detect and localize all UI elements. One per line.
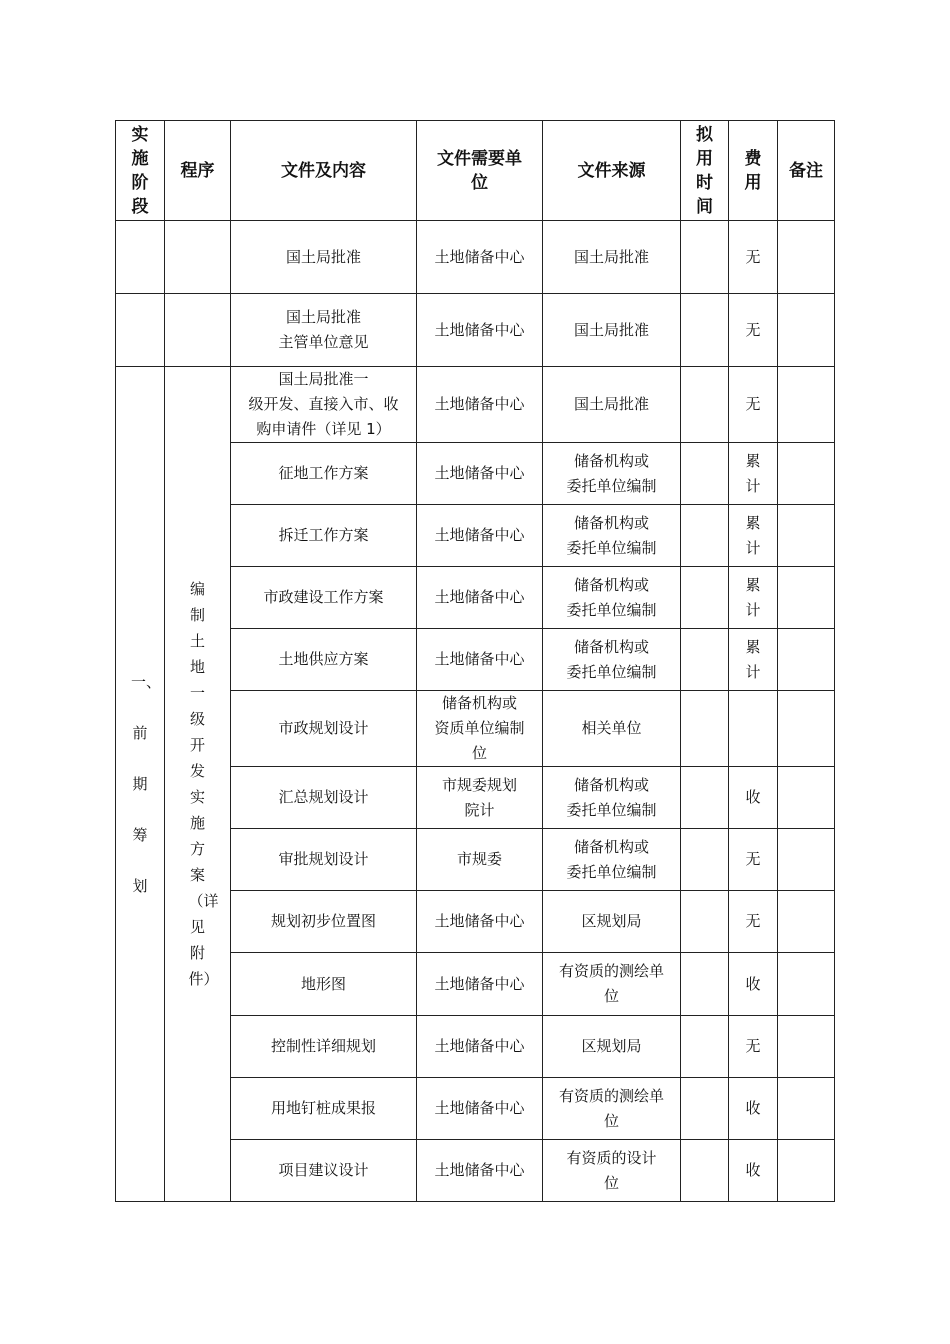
cell-line: 审批规划设计 — [278, 850, 369, 868]
note-cell — [778, 891, 835, 953]
cell-line: 院计 — [464, 800, 495, 819]
table-header-row — [116, 121, 835, 221]
file-cell — [231, 567, 417, 629]
note-cell — [778, 1140, 835, 1202]
unit-cell — [417, 505, 543, 567]
cell-line: 地形图 — [300, 974, 346, 993]
cell-line: 汇总规划设计 — [278, 788, 369, 806]
cell-line: 土地储备中心 — [434, 320, 525, 339]
cell-line: 委托单位编制 — [566, 600, 657, 619]
unit-cell — [417, 221, 543, 294]
unit-cell — [417, 443, 543, 505]
table-row — [116, 221, 835, 294]
cell-line: 委托单位编制 — [566, 862, 657, 881]
file-cell — [231, 829, 417, 891]
fee-cell — [729, 443, 778, 505]
cell-line: 市政建设工作方案 — [263, 588, 384, 606]
time-cell — [681, 691, 729, 767]
source-cell — [543, 367, 681, 443]
fee-cell — [729, 567, 778, 629]
header-time: 拟用时间 — [681, 121, 729, 221]
source-cell — [543, 567, 681, 629]
stage-cell-empty — [116, 221, 165, 294]
source-cell — [543, 505, 681, 567]
fee-value: 累计 — [745, 451, 761, 495]
file-cell — [231, 1140, 417, 1202]
source-cell — [543, 953, 681, 1016]
time-cell — [681, 294, 729, 367]
table-row — [116, 294, 835, 367]
stage-label: 一、前期筹划 — [131, 672, 162, 895]
unit-cell — [417, 829, 543, 891]
note-cell — [778, 221, 835, 294]
cell-line: 土地储备中心 — [434, 1161, 525, 1179]
time-cell — [681, 505, 729, 567]
source-cell — [543, 829, 681, 891]
fee-cell — [729, 891, 778, 953]
fee-value: 无 — [745, 912, 761, 930]
source-cell — [543, 443, 681, 505]
unit-cell — [417, 891, 543, 953]
time-cell — [681, 443, 729, 505]
source-cell — [543, 294, 681, 367]
cell-line: 土地储备中心 — [434, 395, 525, 413]
fee-value: 无 — [745, 320, 761, 339]
note-cell — [778, 691, 835, 767]
fee-value: 收 — [745, 788, 761, 806]
fee-cell — [729, 1016, 778, 1078]
note-cell — [778, 294, 835, 367]
cell-line: 有资质的设计 — [566, 1148, 657, 1167]
note-cell — [778, 443, 835, 505]
note-cell — [778, 1016, 835, 1078]
cell-line: 用地钉桩成果报 — [270, 1099, 376, 1117]
fee-value: 收 — [745, 1099, 761, 1117]
cell-line: 市规委规划 — [441, 775, 517, 794]
project-document-table — [115, 120, 835, 1202]
unit-cell — [417, 367, 543, 443]
fee-value: 累计 — [745, 637, 761, 681]
cell-line: 土地储备中心 — [434, 650, 525, 668]
fee-value: 无 — [745, 850, 761, 868]
note-cell — [778, 367, 835, 443]
time-cell — [681, 1078, 729, 1140]
note-cell — [778, 953, 835, 1016]
cell-line: 土地储备中心 — [434, 1099, 525, 1117]
cell-line: 有资质的测绘单 — [558, 1086, 664, 1105]
cell-line: 土地储备中心 — [434, 588, 525, 606]
cell-line: 位 — [603, 1173, 619, 1192]
procedure-cell — [165, 367, 231, 1202]
time-cell — [681, 891, 729, 953]
source-cell — [543, 767, 681, 829]
note-cell — [778, 567, 835, 629]
fee-cell — [729, 505, 778, 567]
fee-cell — [729, 1078, 778, 1140]
file-cell — [231, 505, 417, 567]
procedure-cell-empty — [165, 294, 231, 367]
cell-line: 土地储备中心 — [434, 247, 525, 266]
source-cell — [543, 221, 681, 294]
unit-cell — [417, 691, 543, 767]
file-cell — [231, 953, 417, 1016]
source-cell — [543, 1078, 681, 1140]
fee-cell — [729, 691, 778, 767]
file-cell — [231, 1078, 417, 1140]
header-procedure: 程序 — [165, 121, 231, 221]
cell-line: 有资质的测绘单 — [558, 962, 664, 980]
cell-line: 国土局批准 — [285, 308, 361, 326]
cell-line: 位 — [603, 987, 619, 1005]
unit-cell — [417, 953, 543, 1016]
time-cell — [681, 629, 729, 691]
time-cell — [681, 1140, 729, 1202]
stage-cell-empty — [116, 294, 165, 367]
cell-line: 委托单位编制 — [566, 800, 657, 819]
unit-cell — [417, 567, 543, 629]
stage-cell — [116, 367, 165, 1202]
cell-line: 拆迁工作方案 — [278, 526, 369, 544]
file-cell — [231, 367, 417, 443]
cell-line: 控制性详细规划 — [270, 1037, 376, 1055]
cell-line: 土地供应方案 — [278, 650, 369, 668]
header-fee: 费用 — [729, 121, 778, 221]
cell-line: 位 — [603, 1111, 619, 1130]
time-cell — [681, 767, 729, 829]
fee-cell — [729, 767, 778, 829]
fee-cell — [729, 367, 778, 443]
file-cell — [231, 767, 417, 829]
unit-cell — [417, 1078, 543, 1140]
fee-cell — [729, 953, 778, 1016]
fee-cell — [729, 829, 778, 891]
cell-line: 委托单位编制 — [566, 662, 657, 681]
note-cell — [778, 829, 835, 891]
cell-line: 储备机构或 — [573, 513, 649, 532]
cell-line: 国土局批准 — [573, 247, 649, 266]
source-cell — [543, 1016, 681, 1078]
cell-line: 储备机构或 — [573, 575, 649, 594]
unit-cell — [417, 629, 543, 691]
time-cell — [681, 829, 729, 891]
header-note: 备注 — [778, 121, 835, 221]
header-files: 文件及内容 — [231, 121, 417, 221]
time-cell — [681, 1016, 729, 1078]
cell-line: 位 — [471, 744, 487, 762]
fee-value: 累计 — [745, 513, 761, 557]
fee-cell — [729, 294, 778, 367]
fee-cell — [729, 1140, 778, 1202]
unit-cell — [417, 1016, 543, 1078]
cell-line: 区规划局 — [581, 1037, 642, 1055]
fee-cell — [729, 221, 778, 294]
note-cell — [778, 767, 835, 829]
source-cell — [543, 891, 681, 953]
cell-line: 级开发、直接入市、收 — [248, 395, 399, 413]
note-cell — [778, 1078, 835, 1140]
file-cell — [231, 294, 417, 367]
file-cell — [231, 1016, 417, 1078]
header-stage: 实施阶段 — [116, 121, 165, 221]
time-cell — [681, 567, 729, 629]
note-cell — [778, 505, 835, 567]
cell-line: 区规划局 — [581, 912, 642, 930]
procedure-label: 编制土地一级开发实施方案（详见附件） — [188, 580, 219, 988]
cell-line: 储备机构或 — [573, 837, 649, 856]
fee-value: 无 — [745, 247, 761, 266]
cell-line: 委托单位编制 — [566, 476, 657, 495]
cell-line: 项目建议设计 — [278, 1161, 369, 1179]
file-cell — [231, 691, 417, 767]
header-source: 文件来源 — [543, 121, 681, 221]
time-cell — [681, 367, 729, 443]
unit-cell — [417, 1140, 543, 1202]
cell-line: 土地储备中心 — [434, 974, 525, 993]
fee-value: 无 — [745, 1037, 761, 1055]
cell-line: 相关单位 — [581, 719, 642, 737]
fee-value: 无 — [745, 395, 761, 413]
time-cell — [681, 953, 729, 1016]
cell-line: 储备机构或 — [573, 775, 649, 794]
fee-value: 收 — [745, 1161, 761, 1179]
cell-line: 土地储备中心 — [434, 1037, 525, 1055]
cell-line: 储备机构或 — [573, 637, 649, 656]
file-cell — [231, 629, 417, 691]
file-cell — [231, 221, 417, 294]
cell-line: 土地储备中心 — [434, 526, 525, 544]
unit-cell — [417, 294, 543, 367]
cell-line: 购申请件（详见 1） — [256, 420, 391, 438]
cell-line: 国土局批准 — [573, 395, 649, 413]
cell-line: 国土局批准一 — [278, 370, 369, 388]
cell-line: 储备机构或 — [441, 694, 517, 712]
note-cell — [778, 629, 835, 691]
fee-value: 累计 — [745, 575, 761, 619]
fee-value: 收 — [745, 974, 761, 993]
table-row — [116, 367, 835, 443]
cell-line: 主管单位意见 — [278, 333, 369, 351]
source-cell — [543, 1140, 681, 1202]
cell-line: 国土局批准 — [285, 247, 361, 266]
cell-line: 国土局批准 — [573, 320, 649, 339]
unit-cell — [417, 767, 543, 829]
procedure-cell-empty — [165, 221, 231, 294]
cell-line: 市规委 — [456, 850, 502, 868]
source-cell — [543, 691, 681, 767]
cell-line: 土地储备中心 — [434, 912, 525, 930]
cell-line: 市政规划设计 — [278, 719, 369, 737]
cell-line: 资质单位编制 — [434, 719, 525, 737]
cell-line: 储备机构或 — [573, 451, 649, 470]
fee-cell — [729, 629, 778, 691]
header-unit: 文件需要单位 — [417, 121, 543, 221]
cell-line: 规划初步位置图 — [270, 912, 376, 930]
time-cell — [681, 221, 729, 294]
file-cell — [231, 443, 417, 505]
cell-line: 委托单位编制 — [566, 538, 657, 557]
cell-line: 土地储备中心 — [434, 464, 525, 482]
file-cell — [231, 891, 417, 953]
cell-line: 征地工作方案 — [278, 464, 369, 482]
source-cell — [543, 629, 681, 691]
